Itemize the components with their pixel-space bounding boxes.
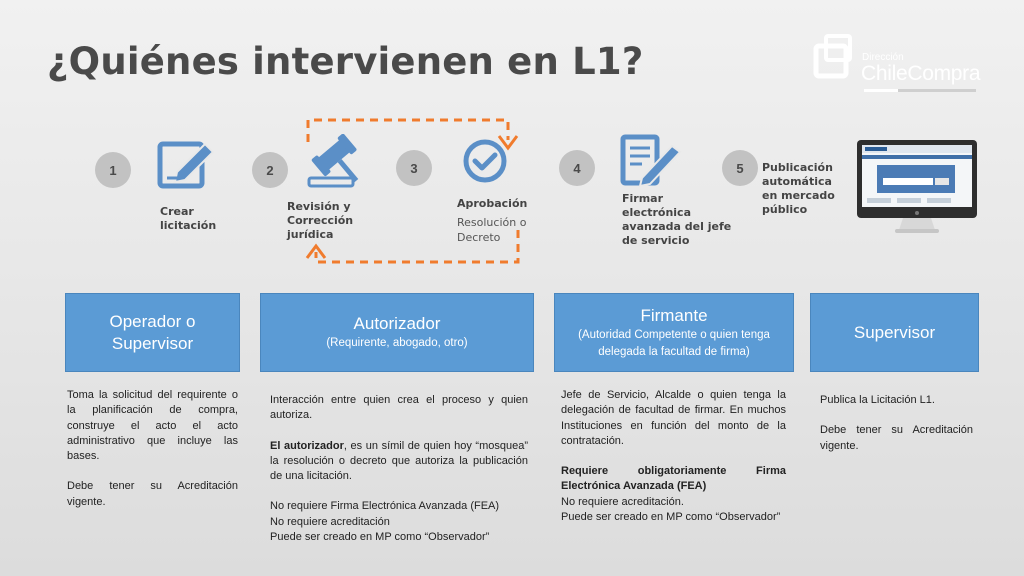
desc-firmante-l2: Puede ser creado en MP como “Observador” [561,511,781,524]
desc-autorizador-p2 [270,439,528,485]
step-1-label: Crear licitación [160,205,217,232]
desc-firmante-p2 [561,464,786,495]
step-4-label: Firmar electrónica avanzada del jefe de servicio [622,192,732,247]
logo-mark-icon [812,34,860,82]
edit-icon [157,140,219,190]
logo-title: ChileCompra [861,62,981,85]
desc-autorizador-l2: No requiere acreditación [270,515,390,528]
role-autorizador-title: Autorizador [353,314,441,333]
role-autorizador-subtitle: (Requirente, abogado, otro) [326,337,468,349]
desc-autorizador-p1: Interacción entre quien crea el proceso y quien autoriza. [270,394,528,422]
monitor-icon [855,138,979,236]
desc-firmante-p1: Jefe de Servicio, Alcalde o quien tenga la delegación de facultad de firmar. En muchos Instituciones en función del monto de la contratación. [561,389,786,447]
desc-autorizador-l3: Puede ser creado en MP como “Observador” [270,531,490,544]
role-firmante-subtitle: (Autoridad Competente o quien tenga delegada la facultad de firma) [578,328,770,358]
desc-firmante [561,388,786,525]
role-supervisor [810,293,979,372]
desc-supervisor [820,393,973,469]
role-firmante-title: Firmante [640,305,708,325]
desc-firmante-l1: No requiere acreditación. [561,495,684,508]
step-2-label: Revisión y Corrección jurídica [287,200,354,241]
desc-autorizador-l1: No requiere Firma Electrónica Avanzada (FEA) [270,500,500,513]
page-title: ¿Quiénes intervienen en L1? [47,40,644,83]
logo-bar [864,89,976,92]
chilecompra-logo [812,30,982,96]
step-3-sublabel: Resolución o Decreto [457,216,527,244]
check-circle-icon [461,139,509,183]
role-operador [65,293,240,372]
step-2-number: 2 [252,152,288,188]
desc-operador-p2: Debe tener su Acreditación vigente. [67,480,238,508]
role-supervisor-title: Supervisor [853,322,936,342]
step-3-label: Aprobación [457,197,528,210]
gavel-icon [307,134,373,190]
desc-autorizador-p2-rest: , es un símil de quien hoy “mosquea” la resolución o decreto que autoriza la publicación de una licitación. [270,439,529,483]
logo-subtitle: Dirección [862,52,904,63]
role-operador-title: Operador o Supervisor [109,311,196,353]
step-5-number: 5 [722,150,758,186]
role-firmante [554,293,794,372]
role-autorizador [260,293,534,372]
step-3-number: 3 [396,150,432,186]
desc-operador-p1: Toma la solicitud del requirente o la planificación de compra, construye el acto el acto administrativo que incluye las bases. [67,389,238,463]
desc-firmante-p2-bold: Requiere obligatoriamente Firma Electrónica Avanzada (FEA) [561,465,786,493]
step-4-number: 4 [559,150,595,186]
desc-supervisor-p1: Publica la Licitación L1. [820,394,935,406]
desc-autorizador [270,393,528,545]
desc-autorizador-p2-bold: El autorizador [270,439,344,452]
step-1-number: 1 [95,152,131,188]
step-5-label: Publicación automática en mercado público [762,161,835,216]
desc-operador [67,388,238,525]
signed-document-icon [620,134,686,188]
desc-supervisor-p2: Debe tener su Acreditación vigente. [820,424,973,452]
